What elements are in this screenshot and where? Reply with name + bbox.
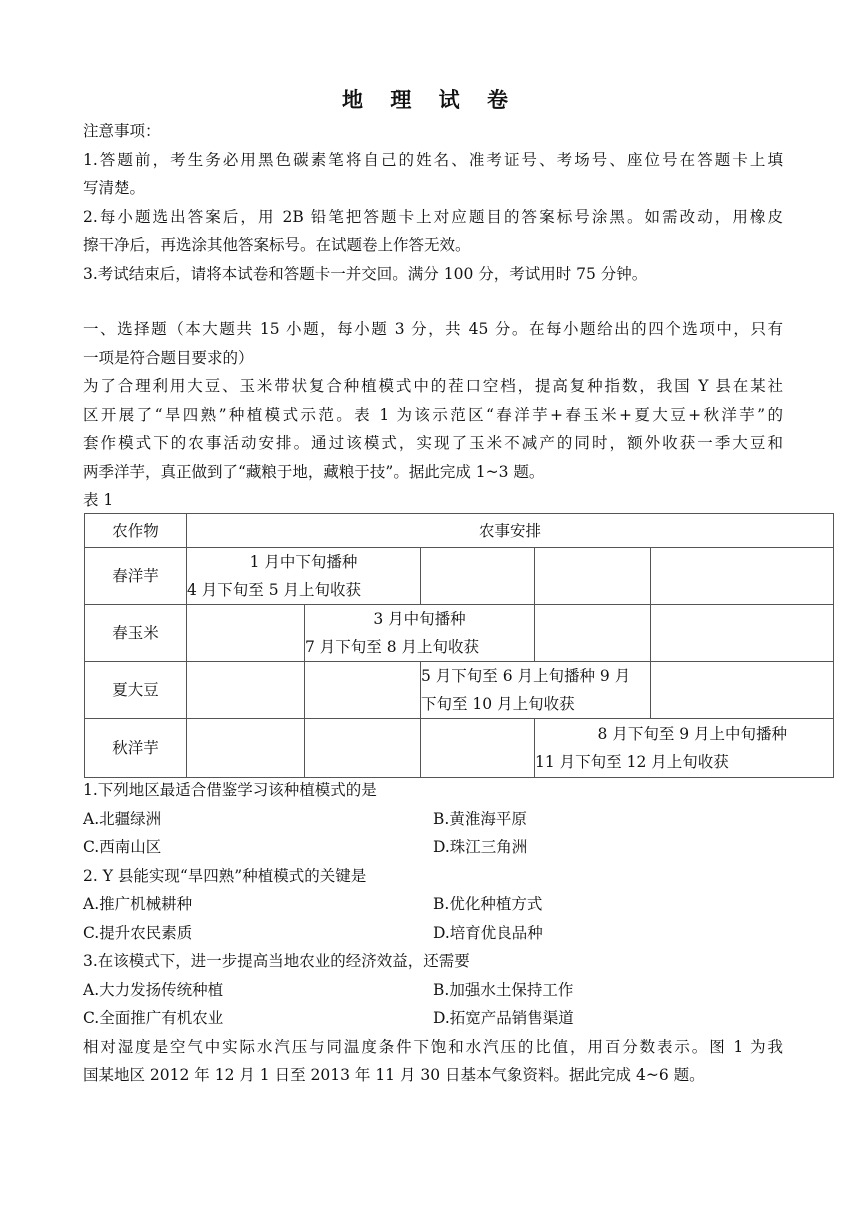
option-row: [83, 919, 783, 948]
table-row: [85, 662, 834, 719]
empty-cell: [187, 719, 305, 778]
notice-item-2-line1: 2.每小题选出答案后，用 2B 铅笔把答题卡上对应题目的答案标号涂黑。如需改动，用橡皮: [83, 207, 783, 226]
schedule-harvest: 4 月下旬至 5 月上旬收获: [187, 581, 362, 599]
question-2-stem: 2. Y 县能实现“旱四熟”种植模式的关键是: [83, 866, 367, 885]
question-2-option-c[interactable]: C.提升农民素质: [83, 923, 193, 942]
page-title: 地 理 试 卷: [342, 87, 518, 112]
section-heading-line2: 一项是符合题目要求的）: [83, 348, 254, 367]
passage1-line2: 区开展了“旱四熟”种植模式示范。表 1 为该示范区“春洋芋+春玉米+夏大豆+秋洋芋”的: [83, 405, 783, 424]
crop-name: 春洋芋: [85, 548, 187, 605]
schedule-cell: [535, 719, 834, 778]
schedule-cell: [421, 662, 651, 719]
notice-item-1-line2: 写清楚。: [83, 179, 146, 197]
schedule-harvest: 下旬至 10 月上旬收获: [421, 695, 575, 713]
notice-item-1-line1: 1.答题前，考生务必用黑色碳素笔将自己的姓名、准考证号、考场号、座位号在答题卡上填: [83, 150, 783, 169]
passage2-line2: 国某地区 2012 年 12 月 1 日至 2013 年 11 月 30 日基本气象资料。据此完成 4~6 题。: [83, 1066, 705, 1084]
passage2-line1: 相对湿度是空气中实际水汽压与同温度条件下饱和水汽压的比值，用百分数表示。图 1 为我: [83, 1037, 783, 1056]
option-row: [83, 805, 783, 834]
question-3-option-c[interactable]: C.全面推广有机农业: [83, 1009, 224, 1027]
question-3-option-a[interactable]: A.大力发扬传统种植: [83, 980, 224, 999]
question-1-option-a[interactable]: A.北疆绿洲: [83, 809, 162, 828]
option-row: [83, 1004, 783, 1033]
schedule-sow: 5 月下旬至 6 月上旬播种 9 月: [421, 667, 631, 685]
question-3-option-d[interactable]: D.拓宽产品销售渠道: [433, 1009, 574, 1027]
empty-cell: [535, 548, 651, 605]
header-crop: 农作物: [85, 514, 187, 548]
question-3-stem: 3.在该模式下，进一步提高当地农业的经济效益，还需要: [83, 952, 470, 970]
question-1-stem: 1.下列地区最适合借鉴学习该种植模式的是: [83, 781, 377, 799]
crop-name: 春玉米: [85, 605, 187, 662]
empty-cell: [187, 662, 305, 719]
empty-cell: [305, 719, 421, 778]
option-row: [83, 833, 783, 862]
empty-cell: [421, 548, 535, 605]
crop-name: 秋洋芋: [85, 719, 187, 778]
option-row: [83, 890, 783, 919]
table-header-row: [85, 514, 834, 548]
schedule-sow: 1 月中下旬播种: [249, 553, 358, 571]
empty-cell: [651, 548, 834, 605]
passage1-line4: 两季洋芋，真正做到了“藏粮于地，藏粮于技”。据此完成 1~3 题。: [83, 462, 545, 481]
question-2-option-d[interactable]: D.培育优良品种: [433, 923, 543, 942]
passage1-line1: 为了合理利用大豆、玉米带状复合种植模式中的茬口空档，提高复种指数，我国 Y 县在某社: [83, 377, 783, 395]
table-row: [85, 719, 834, 778]
question-1-option-b[interactable]: B.黄淮海平原: [433, 809, 527, 828]
schedule-sow: 3 月中旬播种: [373, 610, 466, 628]
schedule-cell: [187, 548, 421, 605]
table-row: [85, 605, 834, 662]
notice-item-2-line2: 擦干净后，再选涂其他答案标号。在试题卷上作答无效。: [83, 236, 471, 254]
section-heading-line1: 一、选择题（本大题共 15 小题，每小题 3 分，共 45 分。在每小题给出的四个选项中，只有: [83, 320, 783, 338]
question-2-option-a[interactable]: A.推广机械耕种: [83, 895, 193, 913]
passage1-line3: 套作模式下的农事活动安排。通过该模式，实现了玉米不减产的同时，额外收获一季大豆和: [83, 434, 783, 452]
notice-section: [83, 117, 783, 288]
section-heading: [83, 315, 783, 515]
empty-cell: [651, 662, 834, 719]
schedule-sow: 8 月下旬至 9 月上中旬播种: [597, 725, 788, 743]
table-row: [85, 548, 834, 605]
option-row: [83, 976, 783, 1005]
questions-section: [83, 776, 783, 1090]
farming-schedule-table: [84, 513, 834, 778]
schedule-harvest: 11 月下旬至 12 月上旬收获: [535, 753, 729, 771]
empty-cell: [421, 719, 535, 778]
notice-heading: 注意事项：: [83, 122, 161, 140]
empty-cell: [535, 605, 651, 662]
question-1-option-c[interactable]: C.西南山区: [83, 838, 162, 856]
question-1-option-d[interactable]: D.珠江三角洲: [433, 838, 528, 856]
header-schedule: 农事安排: [187, 514, 834, 548]
question-2-option-b[interactable]: B.优化种植方式: [433, 895, 543, 913]
empty-cell: [651, 605, 834, 662]
empty-cell: [305, 662, 421, 719]
schedule-cell: [305, 605, 535, 662]
empty-cell: [187, 605, 305, 662]
crop-name: 夏大豆: [85, 662, 187, 719]
schedule-harvest: 7 月下旬至 8 月上旬收获: [305, 638, 480, 656]
question-3-option-b[interactable]: B.加强水土保持工作: [433, 980, 574, 999]
notice-item-3-line1: 3.考试结束后，请将本试卷和答题卡一并交回。满分 100 分，考试用时 75 分钟。: [83, 264, 648, 283]
table-caption: 表 1: [83, 491, 114, 509]
